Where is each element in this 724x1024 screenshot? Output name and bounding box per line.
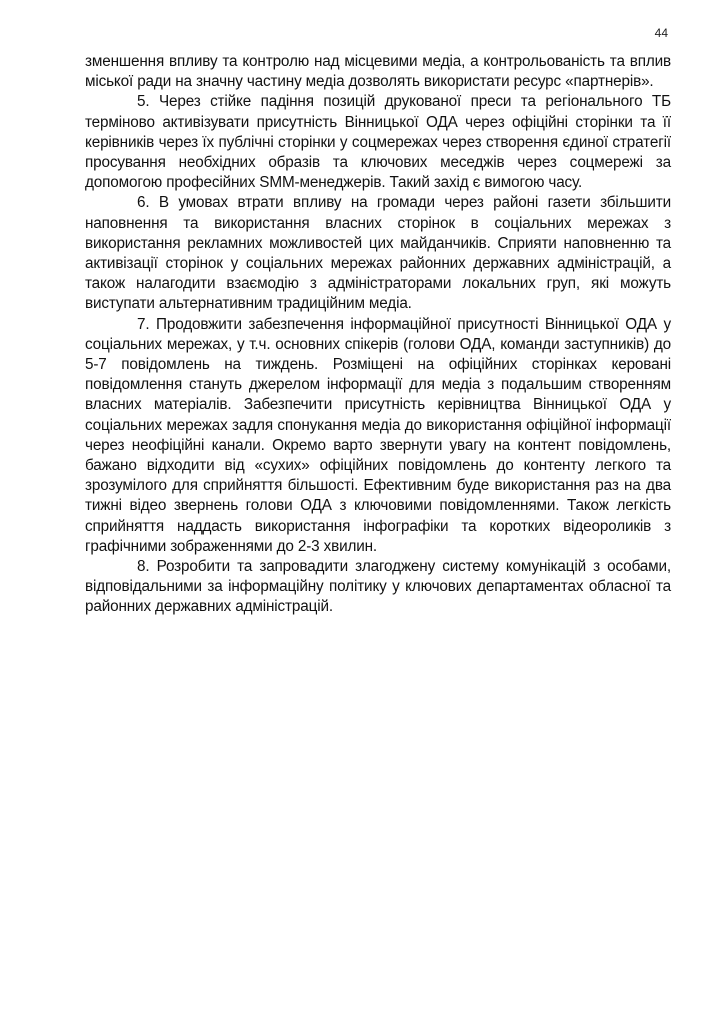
- page-number: 44: [654, 26, 668, 40]
- document-body: [85, 52, 671, 618]
- paragraph-item-8: 8. Розробити та запровадити злагоджену систему комунікацій з особами, відповідальними за інформаційну політику у ключових департаментах обласної та районних державних адміністрацій.: [85, 558, 671, 616]
- paragraph-item-6: 6. В умовах втрати впливу на громади через районі газети збільшити наповнення та використання власних сторінок в соціальних мережах з використання рекламних можливостей цих майданчиків. Сприяти наповненню та активізації сторінок у соціальних мережах районних державних адміністрацій, а також налагодити взаємодію з адміністраторами локальних груп, які можуть виступати альтернативним традиційним медіа.: [85, 194, 671, 313]
- paragraph-continuation: зменшення впливу та контролю над місцевими медіа, а контрольованість та вплив міської ради на значну частину медіа дозволять використати ресурс «партнерів».: [85, 53, 671, 91]
- paragraph-item-5: 5. Через стійке падіння позицій друкованої преси та регіонального ТБ терміново активізувати присутність Вінницької ОДА через офіційні сторінки та її керівників через їх публічні сторінки у соцмережах через створення єдиної стратегії просування необхідних образів та ключових меседжів через соцмережі за допомогою професійних SMM-менеджерів. Такий захід є вимогою часу.: [85, 93, 671, 192]
- paragraph-item-7: 7. Продовжити забезпечення інформаційної присутності Вінницької ОДА у соціальних мережах, у т.ч. основних спікерів (голови ОДА, команди заступників) до 5-7 повідомлень на тиждень. Розміщені на офіційних сторінках керовані повідомлення стануть джерелом інформації для медіа з подальшим створенням власних матеріалів. Забезпечити присутність керівництва Вінницької ОДА у соціальних мережах задля спонукання медіа до використання офіційної інформації через неофіційні канали. Окремо варто звернути увагу на контент повідомлень, бажано відходити від «сухих» офіційних повідомлень до контенту легкого та зрозумілого для сприйняття більшості. Ефективним буде використання раз на два тижні відео звернень голови ОДА з ключовими повідомленнями. Також легкість сприйняття наддасть використання інфографіки та коротких відеороликів з графічними зображеннями до 2-3 хвилин.: [85, 315, 671, 555]
